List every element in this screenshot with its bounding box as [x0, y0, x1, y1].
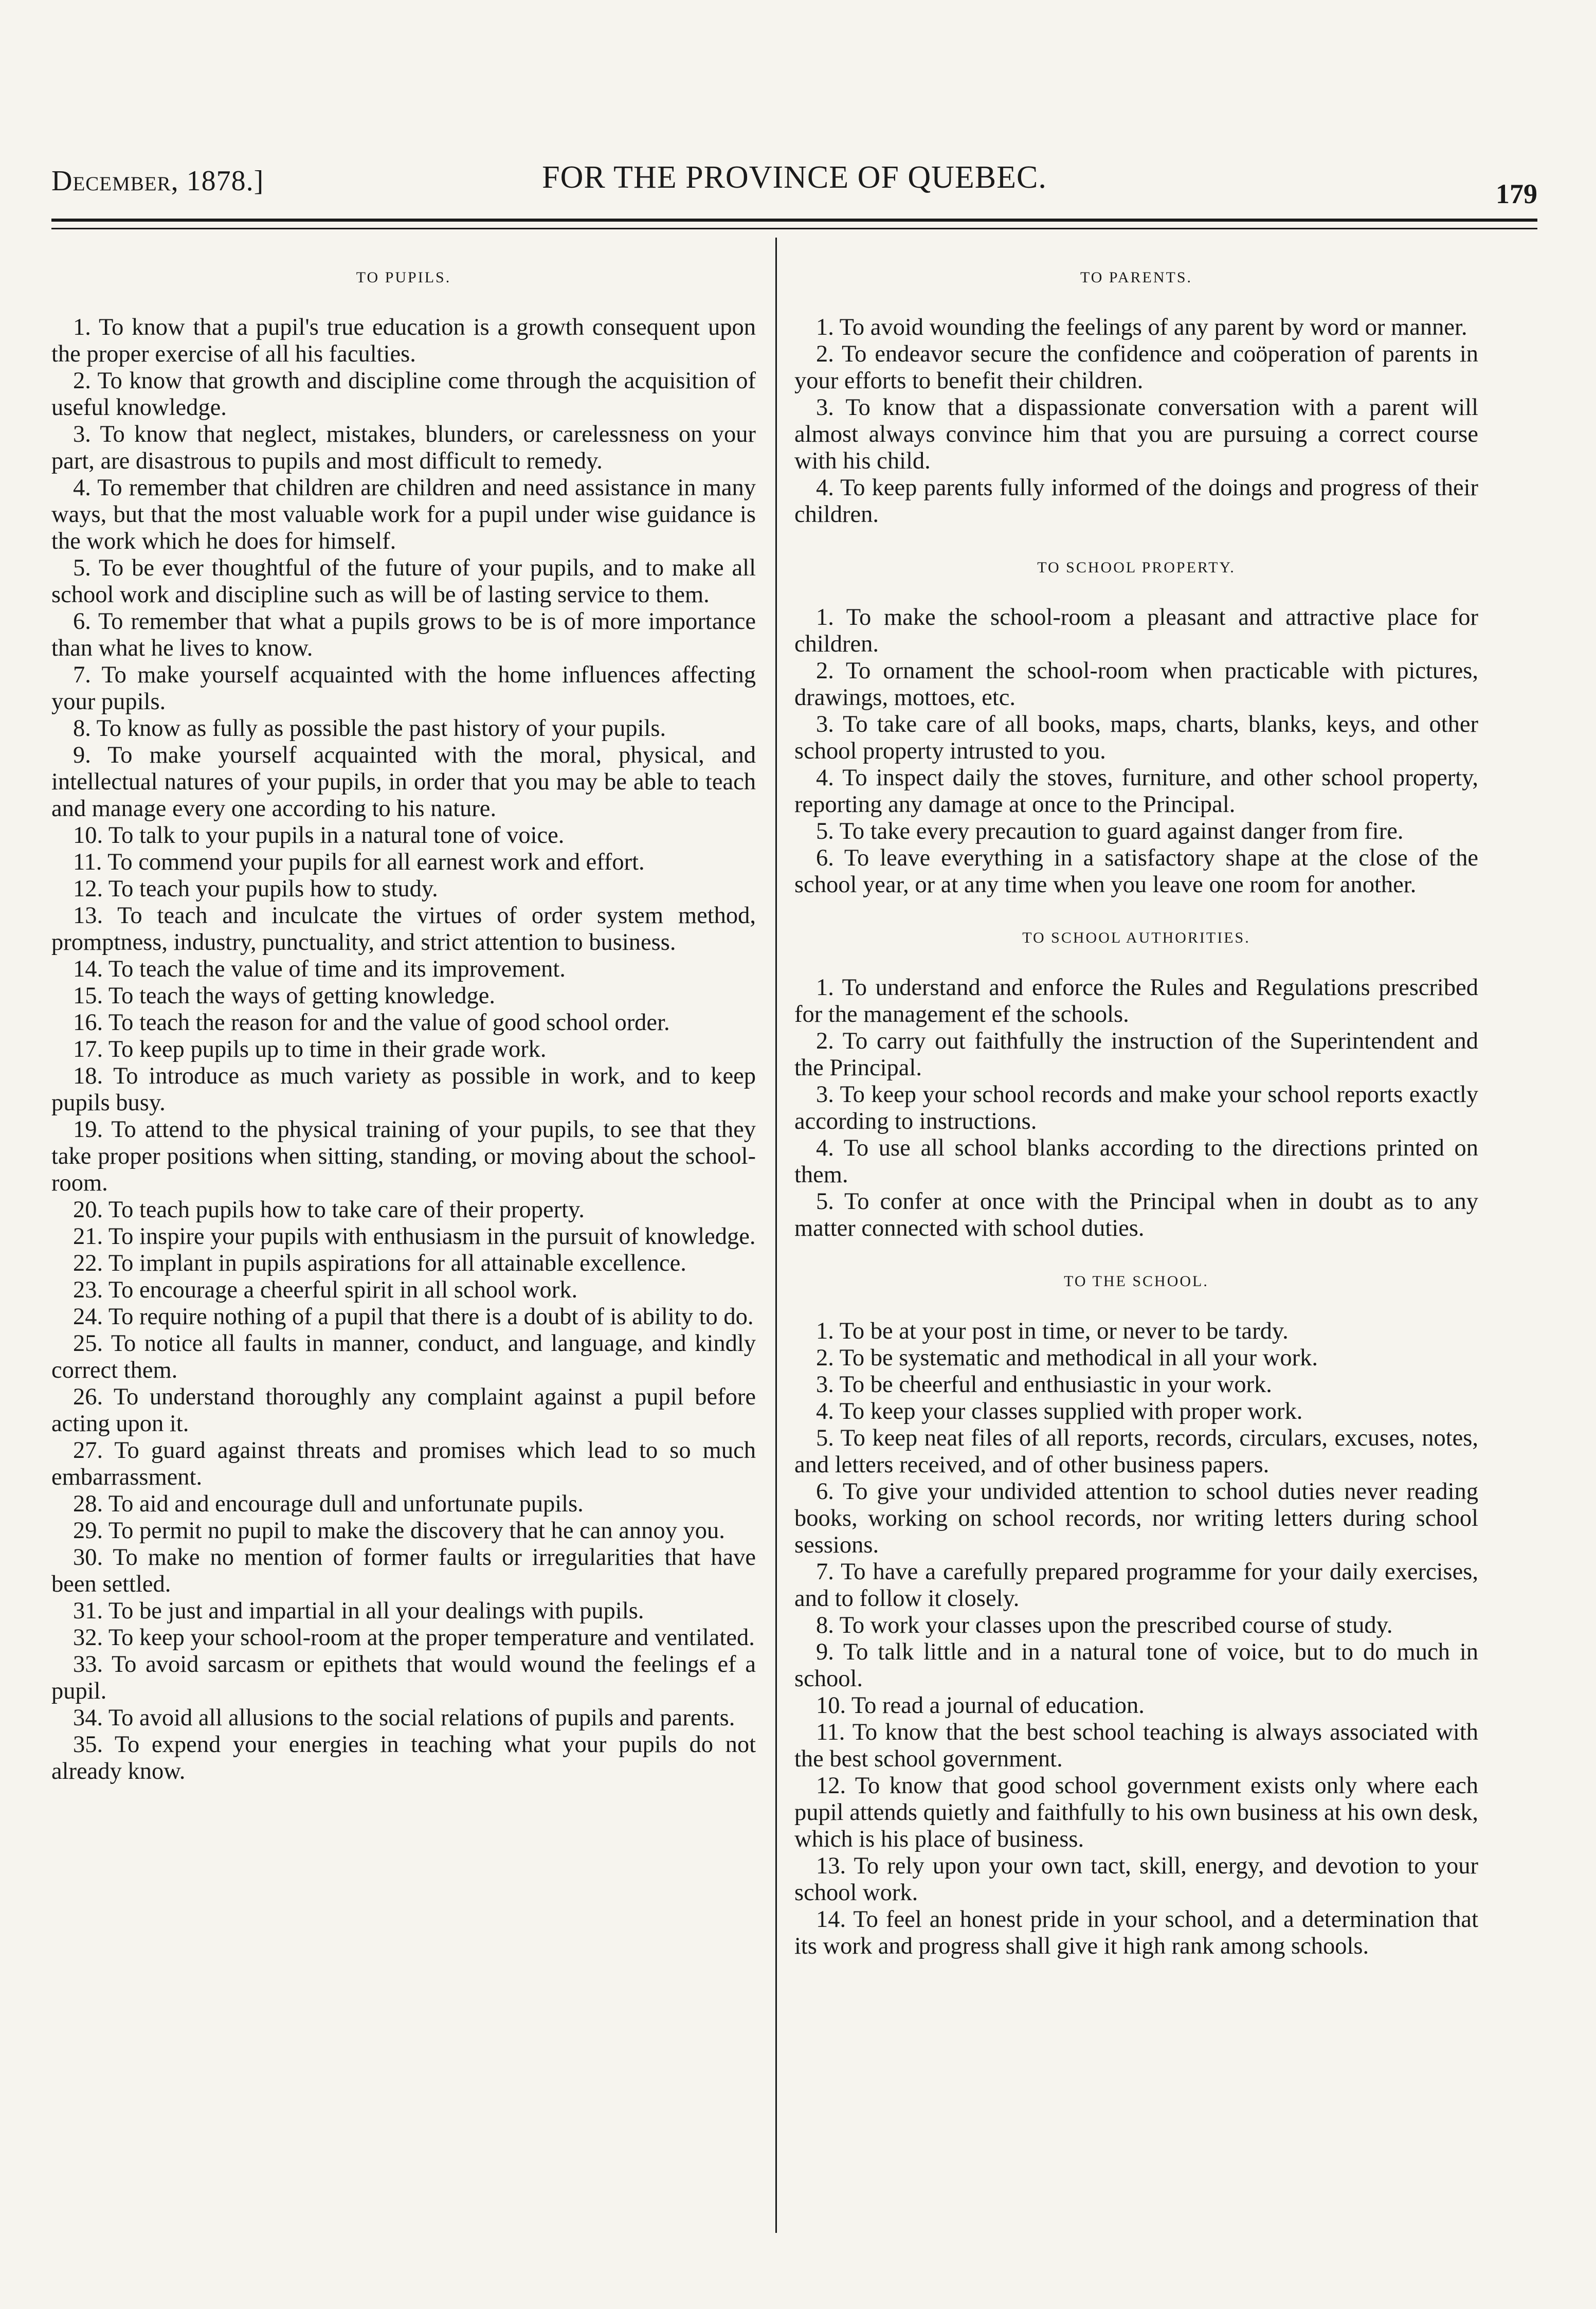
- list-item: 3. To keep your school records and make your school reports exactly according to instructions.: [794, 1081, 1478, 1134]
- list-item: 2. To ornament the school-room when practicable with pictures, drawings, mottoes, etc.: [794, 658, 1478, 711]
- list-item: 19. To attend to the physical training of your pupils, to see that they take proper positions when sitting, standing, or moving about the school-room.: [51, 1116, 756, 1196]
- list-item: 29. To permit no pupil to make the discovery that he can annoy you.: [73, 1518, 725, 1544]
- list-item: 6. To leave everything in a satisfactory shape at the close of the school year, or at any time when you leave one room for another.: [794, 845, 1478, 898]
- right-column: [794, 260, 1478, 1960]
- to-the-school-list: [794, 1318, 1478, 1960]
- list-item: 2. To know that growth and discipline come through the acquisition of useful knowledge.: [51, 368, 756, 421]
- list-item: 5. To take every precaution to guard against danger from fire.: [816, 818, 1404, 844]
- list-item: 17. To keep pupils up to time in their grade work.: [73, 1036, 547, 1062]
- list-item: 27. To guard against threats and promises which lead to so much embarrassment.: [51, 1437, 756, 1490]
- list-item: 4. To keep your classes supplied with proper work.: [816, 1398, 1303, 1424]
- list-item: 2. To be systematic and methodical in all your work.: [816, 1345, 1318, 1371]
- list-item: 5. To keep neat files of all reports, records, circulars, excuses, notes, and letters received, and of other business papers.: [794, 1425, 1478, 1478]
- list-item: 1. To be at your post in time, or never to be tardy.: [816, 1318, 1289, 1344]
- header-rule-thin: [51, 228, 1537, 229]
- list-item: 15. To teach the ways of getting knowledge.: [73, 983, 496, 1009]
- list-item: 3. To be cheerful and enthusiastic in your work.: [816, 1372, 1272, 1398]
- list-item: 26. To understand thoroughly any complaint against a pupil before acting upon it.: [51, 1384, 756, 1437]
- list-item: 1. To make the school-room a pleasant and attractive place for children.: [794, 604, 1478, 657]
- list-item: 8. To work your classes upon the prescribed course of study.: [816, 1612, 1393, 1638]
- list-item: 9. To make yourself acquainted with the moral, physical, and intellectual natures of your pupils, in order that you may be able to teach and manage every one according to his nature.: [51, 742, 756, 822]
- list-item: 1. To avoid wounding the feelings of any parent by word or manner.: [816, 314, 1467, 340]
- header-date: December, 1878.]: [51, 165, 264, 197]
- list-item: 1. To know that a pupil's true education is a growth consequent upon the proper exercise of all his faculties.: [51, 314, 756, 367]
- section-heading-to-pupils: TO PUPILS.: [356, 269, 451, 286]
- list-item: 3. To take care of all books, maps, charts, blanks, keys, and other school property intrusted to you.: [794, 711, 1478, 764]
- list-item: 20. To teach pupils how to take care of their property.: [73, 1197, 585, 1223]
- list-item: 28. To aid and encourage dull and unfortunate pupils.: [73, 1491, 584, 1517]
- section-heading-to-the-school: TO THE SCHOOL.: [1064, 1273, 1209, 1290]
- list-item: 1. To understand and enforce the Rules and Regulations prescribed for the management ef the schools.: [794, 975, 1478, 1027]
- page-header: [51, 154, 1537, 211]
- list-item: 35. To expend your energies in teaching what your pupils do not already know.: [51, 1731, 756, 1784]
- to-school-authorities-list: [794, 975, 1478, 1242]
- list-item: 21. To inspire your pupils with enthusiasm in the pursuit of knowledge.: [73, 1223, 756, 1250]
- list-item: 14. To feel an honest pride in your school, and a determination that its work and progress shall give it high rank among schools.: [794, 1906, 1478, 1959]
- list-item: 9. To talk little and in a natural tone of voice, but to do much in school.: [794, 1639, 1478, 1692]
- list-item: 6. To give your undivided attention to school duties never reading books, working on school records, nor writing letters during school sessions.: [794, 1478, 1478, 1558]
- list-item: 4. To remember that children are children and need assistance in many ways, but that the most valuable work for a pupil under wise guidance is the work which he does for himself.: [51, 475, 756, 554]
- list-item: 16. To teach the reason for and the value of good school order.: [73, 1009, 670, 1036]
- column-divider: [775, 238, 777, 2233]
- list-item: 12. To know that good school government exists only where each pupil attends quietly and faithfully to his own business at his own desk, which is his place of business.: [794, 1773, 1478, 1852]
- list-item: 11. To commend your pupils for all earnest work and effort.: [73, 849, 645, 875]
- list-item: 34. To avoid all allusions to the social relations of pupils and parents.: [73, 1705, 735, 1731]
- left-column: [51, 260, 756, 1785]
- list-item: 3. To know that a dispassionate conversation with a parent will almost always convince him that you are pursuing a correct course with his child.: [794, 394, 1478, 474]
- section-heading-to-school-authorities: TO SCHOOL AUTHORITIES.: [1022, 929, 1250, 946]
- list-item: 33. To avoid sarcasm or epithets that would wound the feelings ef a pupil.: [51, 1651, 756, 1704]
- list-item: 2. To endeavor secure the confidence and coöperation of parents in your efforts to benefit their children.: [794, 341, 1478, 394]
- list-item: 5. To confer at once with the Principal when in doubt as to any matter connected with school duties.: [794, 1188, 1478, 1241]
- list-item: 7. To have a carefully prepared programme for your daily exercises, and to follow it closely.: [794, 1559, 1478, 1612]
- header-rule-thick: [51, 219, 1537, 222]
- list-item: 4. To keep parents fully informed of the doings and progress of their children.: [794, 475, 1478, 528]
- pupils-list: [51, 314, 756, 1785]
- list-item: 10. To talk to your pupils in a natural tone of voice.: [73, 822, 565, 849]
- list-item: 8. To know as fully as possible the past history of your pupils.: [73, 715, 666, 742]
- list-item: 10. To read a journal of education.: [816, 1692, 1145, 1719]
- to-parents-list: [794, 314, 1478, 528]
- to-school-property-list: [794, 604, 1478, 898]
- section-heading-to-school-property: TO SCHOOL PROPERTY.: [1037, 559, 1236, 576]
- list-item: 6. To remember that what a pupils grows to be is of more importance than what he lives to know.: [51, 608, 756, 661]
- list-item: 2. To carry out faithfully the instruction of the Superintendent and the Principal.: [794, 1028, 1478, 1081]
- list-item: 4. To use all school blanks according to the directions printed on them.: [794, 1135, 1478, 1188]
- header-title: FOR THE PROVINCE OF QUEBEC.: [542, 160, 1047, 195]
- list-item: 7. To make yourself acquainted with the home influences affecting your pupils.: [51, 662, 756, 715]
- list-item: 11. To know that the best school teaching is always associated with the best school government.: [794, 1719, 1478, 1772]
- list-item: 4. To inspect daily the stoves, furniture, and other school property, reporting any damage at once to the Principal.: [794, 765, 1478, 818]
- list-item: 22. To implant in pupils aspirations for all attainable excellence.: [73, 1250, 686, 1276]
- list-item: 5. To be ever thoughtful of the future of your pupils, and to make all school work and discipline such as will be of lasting service to them.: [51, 555, 756, 608]
- section-heading-to-parents: TO PARENTS.: [1080, 269, 1193, 286]
- list-item: 24. To require nothing of a pupil that there is a doubt of is ability to do.: [73, 1304, 754, 1330]
- list-item: 13. To rely upon your own tact, skill, energy, and devotion to your school work.: [794, 1853, 1478, 1906]
- list-item: 13. To teach and inculcate the virtues of order system method, promptness, industry, punctuality, and strict attention to business.: [51, 903, 756, 955]
- page-number: 179: [1496, 178, 1537, 209]
- list-item: 30. To make no mention of former faults or irregularities that have been settled.: [51, 1544, 756, 1597]
- list-item: 23. To encourage a cheerful spirit in all school work.: [73, 1277, 578, 1303]
- list-item: 32. To keep your school-room at the proper temperature and ventilated.: [73, 1625, 755, 1651]
- list-item: 31. To be just and impartial in all your dealings with pupils.: [73, 1598, 644, 1624]
- list-item: 18. To introduce as much variety as possible in work, and to keep pupils busy.: [51, 1063, 756, 1116]
- list-item: 25. To notice all faults in manner, conduct, and language, and kindly correct them.: [51, 1330, 756, 1383]
- list-item: 3. To know that neglect, mistakes, blunders, or carelessness on your part, are disastrous to pupils and most difficult to remedy.: [51, 421, 756, 474]
- list-item: 12. To teach your pupils how to study.: [73, 876, 438, 902]
- list-item: 14. To teach the value of time and its improvement.: [73, 956, 566, 982]
